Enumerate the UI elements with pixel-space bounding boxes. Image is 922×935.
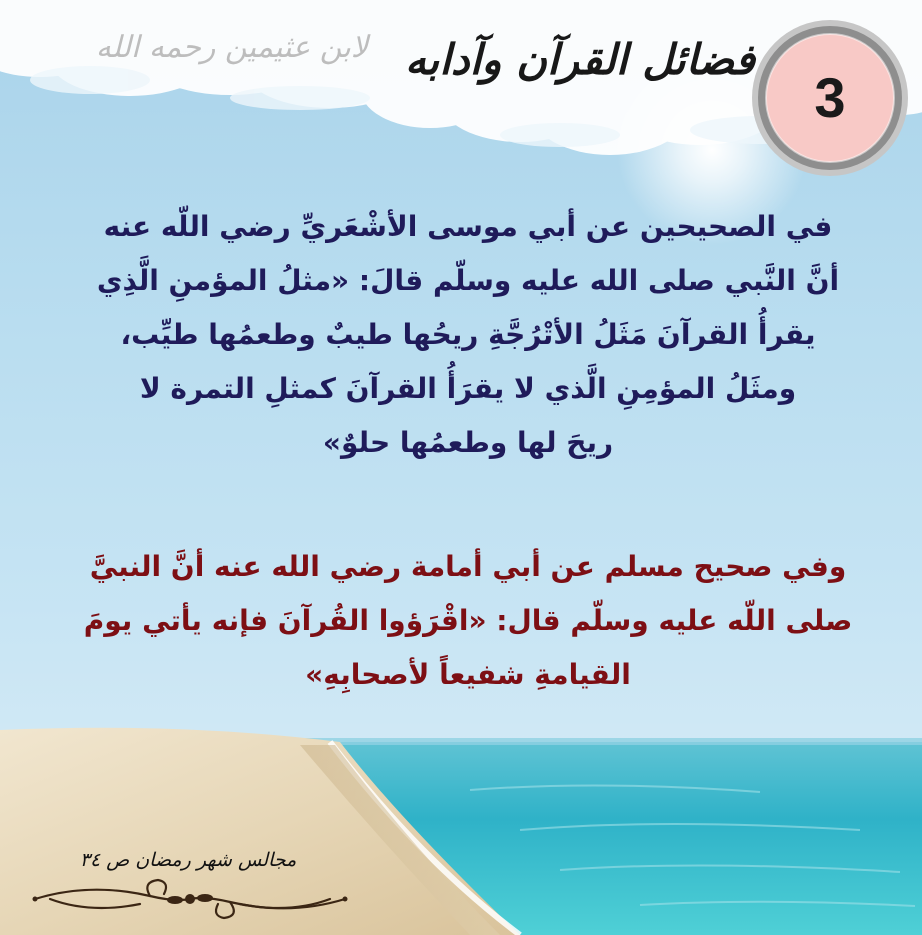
hadith-2 (58, 540, 878, 702)
author-signature: لابن عثيمين رحمه الله (95, 30, 368, 65)
flourish-icon (30, 874, 350, 924)
hadith-1-line: أنَّ النَّبي صلى الله عليه وسلّم قالَ: «مثلُ المؤمنِ الَّذِي (96, 264, 840, 297)
hadith-2-line: وفي صحيح مسلم عن أبي أمامة رضي الله عنه أنَّ النبيَّ (89, 550, 847, 583)
badge-number: 3 (814, 66, 846, 129)
hadith-2-line: صلى اللّه عليه وسلّم قال: «اقْرَؤوا القُرآنَ فإنه يأتي يومَ (83, 604, 853, 637)
hadith-1-line: ومثَلُ المؤمِنِ الَّذي لا يقرَأُ القرآنَ كمثلِ التمرة لا (139, 372, 797, 405)
post-title: فضائل القرآن وآدابه (405, 35, 755, 84)
hadith-1 (58, 200, 878, 470)
hadith-2-line: القيامةِ شفيعاً لأصحابِهِ» (305, 658, 631, 691)
hadith-1-line: يقرأُ القرآنَ مَثَلُ الأتْرُجَّةِ ريحُها طيبٌ وطعمُها طيِّب، (120, 318, 816, 351)
hadith-1-line: في الصحيحين عن أبي موسى الأشْعَريِّ رضي اللّه عنه (103, 210, 833, 243)
hadith-1-line: ريحَ لها وطعمُها حلوٌ» (322, 426, 614, 459)
source-citation: مجالس شهر رمضان ص ٣٤ (79, 849, 297, 871)
